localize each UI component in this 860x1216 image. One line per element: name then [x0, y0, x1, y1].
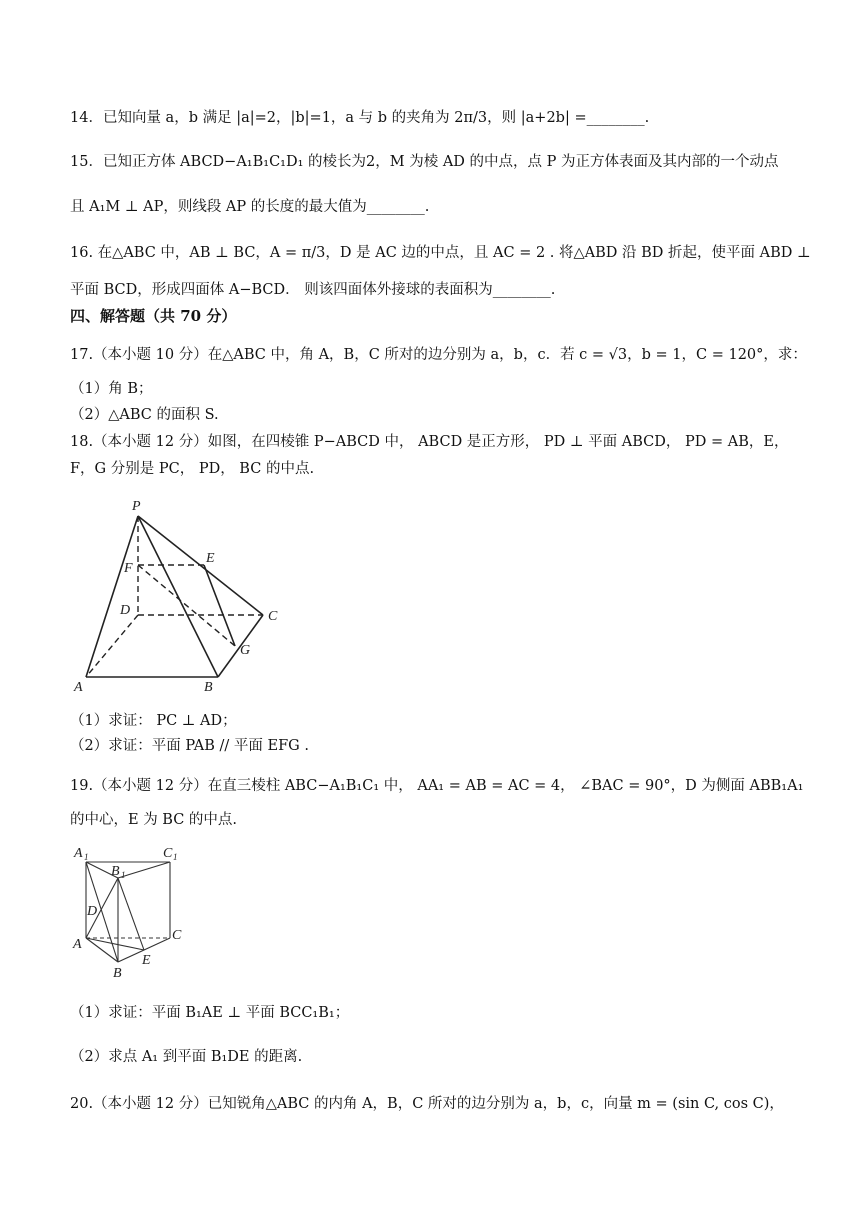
fig19-label-D: D: [87, 904, 98, 919]
fig18-label-F: F: [124, 561, 133, 576]
fig19-label-A1-sub: 1: [84, 852, 89, 862]
q15-line1: 15．已知正方体 ABCD−A₁B₁C₁D₁ 的棱长为2，M 为棱 AD 的中点，点 P 为正方体表面及其内部的一个动点: [70, 154, 779, 170]
q17-part2: （2）△ABC 的面积 S.: [70, 407, 219, 423]
fig19-label-C1-sub: 1: [173, 852, 178, 862]
q20-line1: 20.（本小题 12 分）已知锐角△ABC 的内角 A，B，C 所对的边分别为 a，b，c，向量 m = (sin C, cos C)，: [70, 1096, 784, 1112]
fig19-label-B: B: [113, 966, 122, 980]
fig18-label-P: P: [132, 499, 141, 514]
q19-line2: 的中心，E 为 BC 的中点.: [70, 812, 238, 828]
q14-text: 14．已知向量 a，b 满足 |a|=2，|b|=1，a 与 b 的夹角为 2π/3，则 |a+2b| =________.: [70, 110, 650, 126]
section-heading: 四、解答题（共 70 分）: [70, 307, 237, 325]
fig19-label-B1: B: [111, 864, 120, 879]
fig19-label-B1-sub: 1: [121, 870, 126, 880]
q15-line2: 且 A₁M ⊥ AP，则线段 AP 的长度的最大值为________.: [70, 199, 430, 215]
fig18-label-A: A: [74, 680, 83, 695]
q18-part2: （2）求证：平面 PAB // 平面 EFG .: [70, 738, 309, 754]
fig18-label-E: E: [206, 551, 215, 566]
fig19-label-C1: C: [163, 846, 173, 861]
q18-line2: F，G 分别是 PC， PD， BC 的中点.: [70, 461, 315, 477]
q18-part1: （1）求证： PC ⊥ AD；: [70, 713, 237, 729]
fig18-label-C: C: [268, 609, 278, 624]
q18-line1: 18.（本小题 12 分）如图，在四棱锥 P−ABCD 中， ABCD 是正方形， PD ⊥ 平面 ABCD， PD = AB，E，: [70, 434, 789, 450]
q19-part1: （1）求证：平面 B₁AE ⊥ 平面 BCC₁B₁；: [70, 1005, 350, 1021]
prism-figure: [70, 840, 200, 980]
q16-line1: 16. 在△ABC 中，AB ⊥ BC，A = π/3，D 是 AC 边的中点，且 AC = 2 . 将△ABD 沿 BD 折起，使平面 ABD ⊥: [70, 245, 811, 261]
fig18-label-G: G: [240, 643, 251, 658]
fig19-label-E: E: [142, 953, 151, 968]
fig19-label-A: A: [73, 937, 82, 952]
pyramid-figure: [70, 492, 300, 702]
q19-part2: （2）求点 A₁ 到平面 B₁DE 的距离.: [70, 1049, 303, 1065]
fig18-label-D: D: [120, 603, 131, 618]
q19-line1: 19.（本小题 12 分）在直三棱柱 ABC−A₁B₁C₁ 中， AA₁ = AB = AC = 4， ∠BAC = 90°，D 为侧面 ABB₁A₁: [70, 778, 804, 794]
q16-line2: 平面 BCD，形成四面体 A−BCD． 则该四面体外接球的表面积为________.: [70, 282, 556, 298]
q17-stem: 17.（本小题 10 分）在△ABC 中，角 A，B，C 所对的边分别为 a，b，c．若 c = √3，b = 1，C = 120°，求：: [70, 347, 807, 363]
fig18-label-B: B: [204, 680, 213, 695]
fig19-label-C: C: [172, 928, 182, 943]
fig19-label-A1: A: [74, 846, 83, 861]
q17-part1: （1）角 B；: [70, 381, 153, 397]
